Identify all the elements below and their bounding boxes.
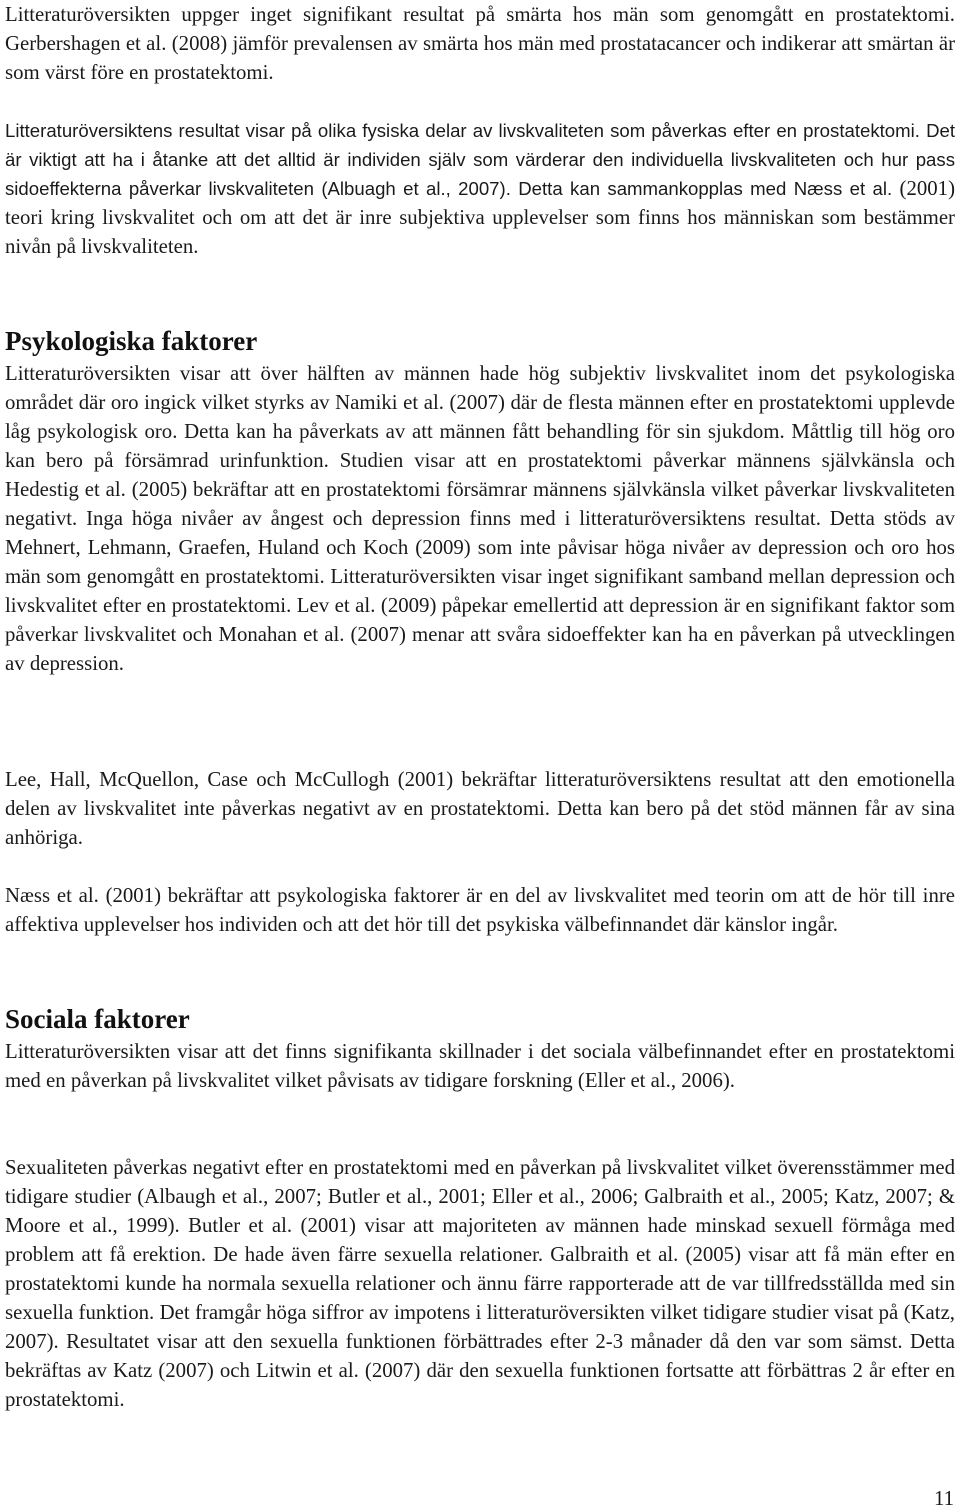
paragraph-quality-of-life-sans: Litteraturöversiktens resultat visar på olika fysiska delar av livskvaliteten som påverkas efter en prostatektomi. Det är viktigt att ha i åtanke att det alltid är individen själv som värderar den individuella livskvaliteten och hur pass sidoeffekterna påverkar livskvaliteten (Albuagh et al., 2007). Detta kan sammankopplas med Næss et al.: [5, 120, 955, 199]
paragraph-pain: Litteraturöversikten uppger inget signifikant resultat på smärta hos män som genomgått en prostatektomi. Gerbershagen et al. (2008) jämför prevalensen av smärta hos män med prostatacancer och indikerar att smärtan är som värst före en prostatektomi.: [5, 3, 955, 84]
paragraph-social: Litteraturöversikten visar att det finns signifikanta skillnader i det sociala välbefinnandet efter en prostatektomi med en påverkan på livskvalitet vilket påvisats av tidigare forskning (Eller et al., 2006).: [5, 1040, 955, 1092]
heading-psychological-factors: Psykologiska faktorer: [5, 326, 258, 356]
heading-social-factors: Sociala faktorer: [5, 1004, 190, 1034]
paragraph-quality-of-life: [5, 116, 955, 261]
paragraph-psychological: Litteraturöversikten visar att över hälften av männen hade hög subjektiv livskvalitet inom det psykologiska området där oro ingick vilket styrks av Namiki et al. (2007) där de flesta männen efter en prostatektomi upplevde låg psykologisk oro. Detta kan ha påverkats av att männen fått behandling för sin sjukdom. Måttlig till hög oro kan bero på försämrad urinfunktion. Studien visar att en prostatektomi påverkar männens självkänsla och Hedestig et al. (2005) bekräftar att en prostatektomi försämrar männens självkänsla vilket påverkar livskvaliteten negativt. Inga höga nivåer av ångest och depression finns med i litteraturöversiktens resultat. Detta stöds av Mehnert, Lehmann, Graefen, Huland och Koch (2009) som inte påvisar höga nivåer av depression och oro hos män som genomgått en prostatektomi. Litteraturöversikten visar inget signifikant samband mellan depression och livskvalitet efter en prostatektomi. Lev et al. (2009) påpekar emellertid att depression är en signifikant faktor som påverkar livskvalitet och Monahan et al. (2007) menar att svåra sidoeffekter kan ha en påverkan på utvecklingen av depression.: [5, 362, 955, 675]
paragraph-emotional: Lee, Hall, McQuellon, Case och McCullogh (2001) bekräftar litteraturöversiktens resultat att den emotionella delen av livskvalitet inte påverkas negativt av en prostatektomi. Detta kan bero på det stöd männen får av sina anhöriga.: [5, 768, 955, 849]
paragraph-naess: Næss et al. (2001) bekräftar att psykologiska faktorer är en del av livskvalitet med teorin om att de hör till inre affektiva upplevelser hos individen och att det hör till det psykiska välbefinnandet där känslor ingår.: [5, 884, 955, 936]
paragraph-sexuality: Sexualiteten påverkas negativt efter en prostatektomi med en påverkan på livskvalitet vilket överensstämmer med tidigare studier (Albaugh et al., 2007; Butler et al., 2001; Eller et al., 2006; Galbraith et al., 2005; Katz, 2007; & Moore et al., 1999). Butler et al. (2001) visar att majoriteten av männen hade minskad sexuell förmåga med problem att få erektion. De hade även färre sexuella relationer. Galbraith et al. (2005) visar att få män efter en prostatektomi kunde ha normala sexuella relationer och ännu färre rapporterade att de var tillfredsställda med sin sexuella funktion. Det framgår höga siffror av impotens i litteraturöversikten vilket tidigare studier visat på (Katz, 2007). Resultatet visar att den sexuella funktionen förbättrades efter 2-3 månader då den var som sämst. Detta bekräftas av Katz (2007) och Litwin et al. (2007) där den sexuella funktionen fortsatte att förbättras 2 år efter en prostatektomi.: [5, 1156, 955, 1411]
paragraph-quality-of-life-serif: (2001) teori kring livskvalitet och om att det är inre subjektiva upplevelser som finns hos människan som bestämmer nivån på livskvaliteten.: [5, 177, 955, 258]
page-number: 11: [933, 1487, 954, 1510]
